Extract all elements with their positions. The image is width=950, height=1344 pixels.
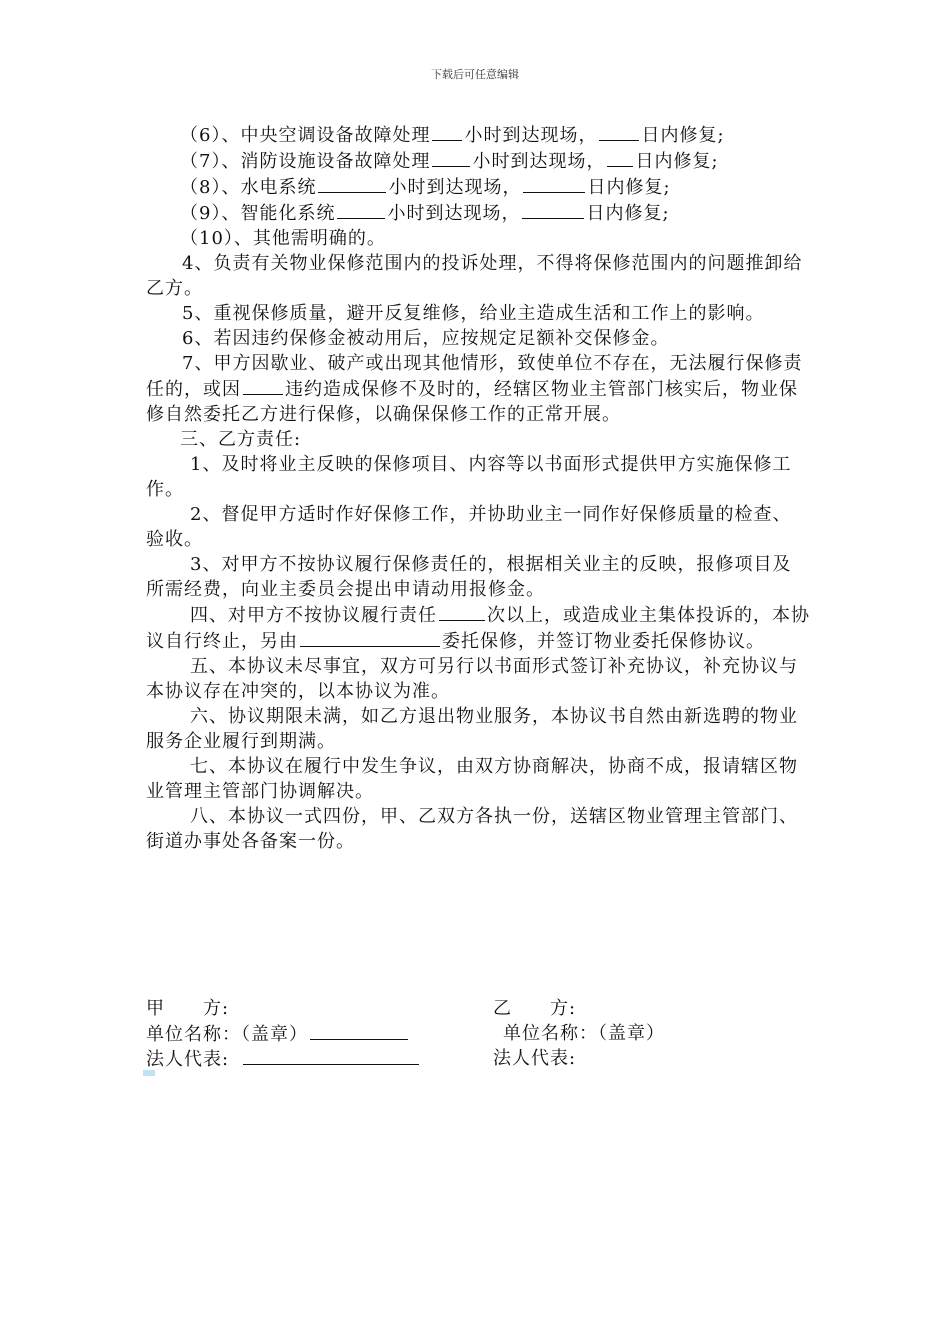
para-b1: 1、及时将业主反映的保修项目、内容等以书面形式提供甲方实施保修工作。 (146, 454, 792, 500)
item-8: （8）、水电系统 小时到达现场， 日内修复; (146, 174, 810, 200)
item-9: （9）、智能化系统 小时到达现场， 日内修复; (146, 200, 810, 226)
rep-a-row: 法人代表: (146, 1046, 421, 1072)
section-5: 五、本协议未尽事宜，双方可另行以书面形式签订补充协议，补充协议与本协议存在冲突的，以本协议为准。 (146, 656, 798, 702)
rep-a-blank[interactable] (243, 1046, 419, 1065)
party-b-label: 乙 方: (493, 998, 577, 1019)
blank-hours-6[interactable] (432, 122, 462, 141)
blank-entrusted-party[interactable] (300, 628, 440, 647)
blank-hours-7[interactable] (432, 148, 470, 167)
page-header: 下载后可任意编辑 (431, 68, 519, 81)
document-body (146, 122, 810, 854)
unit-a-row: 单位名称：（盖章） (146, 1021, 410, 1047)
blank-days-8[interactable] (523, 174, 585, 193)
section-6: 六、协议期限未满，如乙方退出物业服务，本协议书自然由新选聘的物业服务企业履行到期满。 (146, 706, 798, 752)
blank-days-6[interactable] (599, 122, 639, 141)
para-5: 5、重视保修质量，避开反复维修，给业主造成生活和工作上的影响。 (182, 303, 765, 324)
selection-marker (143, 1070, 155, 1076)
rep-b-label: 法人代表: (493, 1048, 577, 1069)
para-7: 7、甲方因歇业、破产或出现其他情形，致使单位不存在，无法履行保修责任的，或因 违约造成保修不及时的，经辖区物业主管部门核实后，物业保修自然委托乙方进行保修，以确保保修工作的正常开展。 (146, 353, 803, 425)
section-7: 七、本协议在履行中发生争议，由双方协商解决，协商不成，报请辖区物业管理主管部门协调解决。 (146, 756, 798, 802)
blank-hours-8[interactable] (318, 174, 386, 193)
blank-times[interactable] (439, 602, 485, 621)
para-b2: 2、督促甲方适时作好保修工作，并协助业主一同作好保修质量的检查、验收。 (146, 504, 792, 550)
party-a-label: 甲 方: (146, 998, 230, 1019)
section-8: 八、本协议一式四份，甲、乙双方各执一份，送辖区物业管理主管部门、街道办事处各备案一份。 (146, 806, 798, 852)
blank-hours-9[interactable] (337, 200, 385, 219)
para-6: 6、若因违约保修金被动用后，应按规定足额补交保修金。 (182, 328, 670, 349)
blank-days-9[interactable] (522, 200, 584, 219)
item-7: （7）、消防设施设备故障处理 小时到达现场， 日内修复; (146, 148, 810, 174)
section-4: 四、对甲方不按协议履行责任 次以上，或造成业主集体投诉的，本协议自行终止，另由 委托保修，并签订物业委托保修协议。 (146, 602, 810, 654)
para-4: 4、负责有关物业保修范围内的投诉处理，不得将保修范围内的问题推卸给乙方。 (146, 253, 803, 299)
blank-days-7[interactable] (607, 148, 633, 167)
item-10: （10）、其他需明确的。 (180, 228, 386, 249)
section-3-title: 三、乙方责任: (180, 429, 302, 450)
unit-b-label: 单位名称：（盖章） (503, 1023, 665, 1044)
unit-a-blank[interactable] (310, 1021, 408, 1040)
item-6: （6）、中央空调设备故障处理 小时到达现场， 日内修复; (146, 122, 810, 148)
blank-party-7[interactable] (243, 376, 283, 395)
para-b3: 3、对甲方不按协议履行保修责任的，根据相关业主的反映，报修项目及所需经费，向业主委员会提出申请动用报修金。 (146, 554, 792, 600)
